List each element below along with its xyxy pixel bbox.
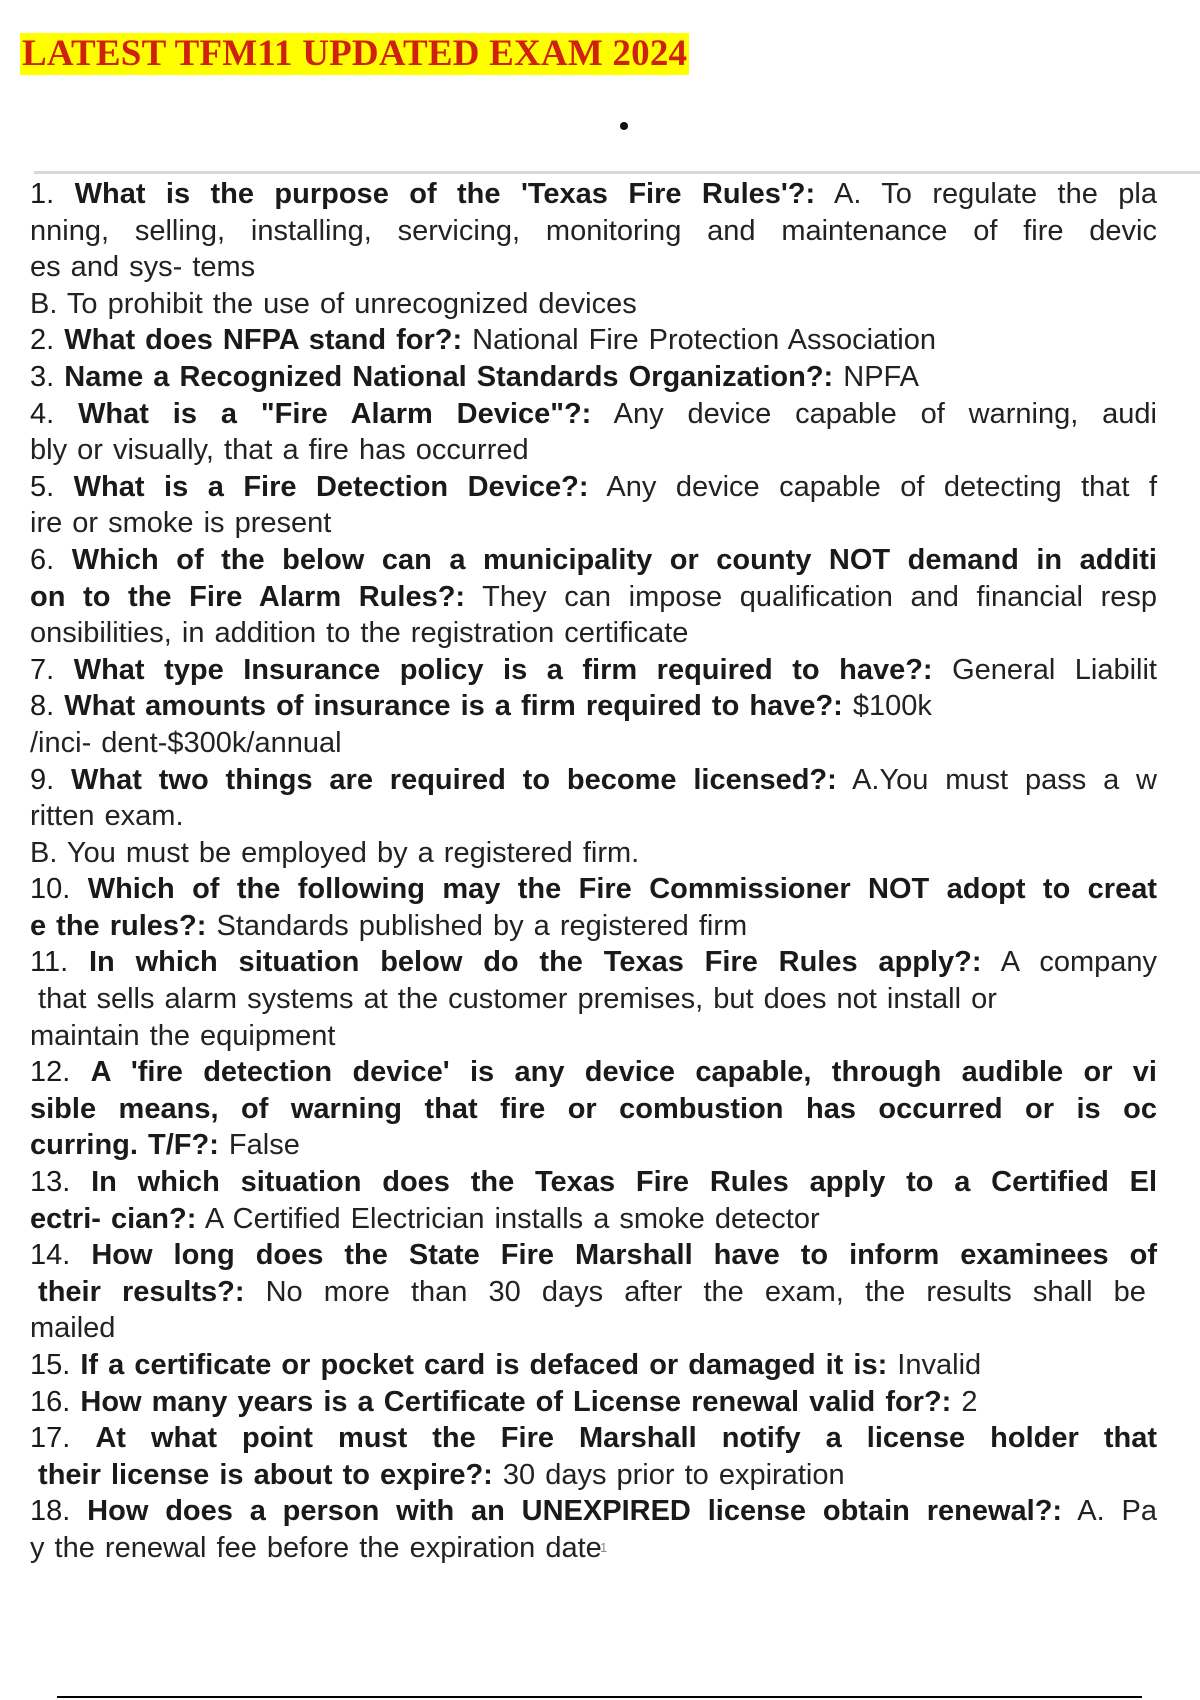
text-line [30, 579, 1160, 616]
page-number: 1 [600, 1540, 608, 1555]
text-line [30, 1493, 1160, 1530]
question-text: How does a person with an UNEXPIRED license obtain renewal?: [87, 1495, 1063, 1528]
answer-text: nning, selling, installing, servicing, monitoring and maintenance of fire devic [30, 214, 1157, 247]
text-line [30, 871, 1160, 908]
text-line [30, 1164, 1160, 1201]
text-line [30, 1127, 1160, 1164]
question-number: 11. [30, 946, 89, 979]
text-line [30, 981, 1160, 1018]
answer-text: onsibilities, in addition to the registration certificate [30, 617, 689, 650]
text-line [30, 1054, 1160, 1091]
answer-text: No more than 30 days after the exam, the results shall be [244, 1275, 1146, 1308]
question-text: their license is about to expire?: [30, 1458, 493, 1491]
question-text: At what point must the Fire Marshall notify a license holder that [95, 1422, 1157, 1455]
text-line [30, 1457, 1160, 1494]
answer-text: B. To prohibit the use of unrecognized devices [30, 287, 637, 320]
question-text: What is the purpose of the 'Texas Fire Rules'?: [74, 178, 816, 210]
text-line [30, 944, 1160, 981]
text-line [30, 176, 1160, 213]
question-number: 18. [30, 1495, 88, 1528]
text-line [30, 542, 1160, 579]
question-text: Which of the following may the Fire Commissioner NOT adopt to creat [87, 873, 1157, 906]
question-number: 16. [30, 1385, 81, 1418]
question-text: What is a Fire Detection Device?: [73, 470, 589, 503]
answer-text: B. You must be employed by a registered firm. [30, 836, 640, 869]
question-number: 4. [30, 397, 79, 430]
text-line [30, 1018, 1160, 1055]
text-line [30, 652, 1160, 689]
question-number: 1. [30, 178, 75, 210]
text-line [30, 469, 1160, 506]
question-text: A 'fire detection device' is any device capable, through audible or vi [90, 1056, 1157, 1089]
answer-text: National Fire Protection Association [462, 324, 936, 357]
answer-text: ire or smoke is present [30, 507, 332, 540]
answer-text: NPFA [833, 360, 920, 393]
footer-divider [57, 1696, 1142, 1698]
text-line [30, 1420, 1160, 1457]
question-number: 3. [30, 360, 65, 393]
question-text: What amounts of insurance is a firm required to have?: [64, 690, 843, 723]
question-number: 6. [30, 543, 72, 576]
question-number: 17. [30, 1422, 96, 1455]
answer-text: 30 days prior to expiration [492, 1458, 845, 1491]
answer-text: Any device capable of warning, audi [591, 397, 1157, 430]
answer-text: y the renewal fee before the expiration date [30, 1531, 602, 1564]
question-number: 5. [30, 470, 74, 503]
text-line [30, 359, 1160, 396]
text-line [30, 213, 1160, 250]
question-number: 2. [30, 324, 65, 357]
bullet-dot [620, 122, 628, 130]
text-line [30, 1091, 1160, 1128]
question-text: How long does the State Fire Marshall have to inform examinees of [91, 1239, 1157, 1272]
question-text: on to the Fire Alarm Rules?: [30, 580, 466, 613]
answer-text: False [218, 1129, 300, 1162]
text-line [30, 908, 1160, 945]
answer-text: that sells alarm systems at the customer premises, but does not install or [30, 983, 997, 1016]
question-text: sible means, of warning that fire or combustion has occurred or is oc [30, 1092, 1157, 1125]
answer-text: A. Pa [1062, 1495, 1157, 1528]
question-number: 10. [30, 873, 88, 906]
answer-text: /inci- dent-$300k/annual [30, 726, 342, 759]
answer-text: ritten exam. [30, 800, 184, 833]
answer-text: A Certified Electrician installs a smoke detector [196, 1202, 820, 1235]
question-text: ectri- cian?: [30, 1202, 197, 1235]
question-text: In which situation does the Texas Fire Rules apply to a Certified El [91, 1166, 1157, 1199]
answer-text: A company [981, 946, 1158, 979]
question-number: 14. [30, 1239, 92, 1272]
text-line [30, 762, 1160, 799]
answer-text: They can impose qualification and financial resp [465, 580, 1157, 613]
text-line [30, 1274, 1160, 1311]
question-number: 7. [30, 653, 74, 686]
text-line [30, 1384, 1160, 1421]
answer-text: 2 [951, 1385, 978, 1418]
question-text: How many years is a Certificate of License renewal valid for?: [80, 1385, 952, 1418]
text-line [30, 835, 1160, 872]
answer-text: es and sys- tems [30, 251, 256, 284]
document-title: LATEST TFM11 UPDATED EXAM 2024 [22, 33, 688, 74]
question-text: If a certificate or pocket card is defaced or damaged it is: [80, 1349, 888, 1381]
question-text: Name a Recognized National Standards Organization?: [64, 360, 834, 393]
question-text: curring. T/F?: [30, 1129, 219, 1162]
question-number: 8. [30, 690, 65, 723]
answer-text: maintain the equipment [30, 1019, 336, 1052]
question-text: Which of the below can a municipality or county NOT demand in additi [71, 543, 1157, 576]
text-line [30, 249, 1160, 286]
answer-text: bly or visually, that a fire has occurred [30, 434, 529, 467]
answer-text: Standards published by a registered firm [206, 909, 748, 942]
question-text: In which situation below do the Texas Fire Rules apply?: [88, 946, 982, 979]
answer-text: Invalid [887, 1349, 982, 1381]
text-line [30, 286, 1160, 323]
question-number: 15. [30, 1349, 81, 1381]
header-divider [34, 171, 1200, 174]
question-number: 12. [30, 1056, 91, 1089]
text-line [30, 1237, 1160, 1274]
text-line [30, 505, 1160, 542]
question-text: e the rules?: [30, 909, 207, 942]
text-line [30, 432, 1160, 469]
text-line [30, 1310, 1160, 1347]
answer-text: A.You must pass a w [836, 763, 1158, 796]
question-text: What is a "Fire Alarm Device"?: [78, 397, 592, 430]
text-line [30, 1201, 1160, 1238]
answer-text: General Liabilit [932, 653, 1157, 686]
answer-text: A. To regulate the pla [815, 178, 1157, 210]
text-line [30, 725, 1160, 762]
text-line [30, 688, 1160, 725]
answer-text: $100k [842, 690, 932, 723]
answer-text: Any device capable of detecting that f [588, 470, 1158, 503]
text-line [30, 322, 1160, 359]
text-line [30, 1530, 1160, 1567]
question-list [30, 176, 1160, 1567]
question-number: 13. [30, 1166, 92, 1199]
text-line [30, 615, 1160, 652]
text-line [30, 798, 1160, 835]
question-text: What does NFPA stand for?: [64, 324, 463, 357]
question-text: What two things are required to become licensed?: [71, 763, 837, 796]
question-number: 9. [30, 763, 72, 796]
text-line [30, 1347, 1160, 1384]
text-line [30, 396, 1160, 433]
question-text: What type Insurance policy is a firm required to have?: [73, 653, 933, 686]
question-text: their results?: [30, 1275, 245, 1308]
answer-text: mailed [30, 1312, 116, 1345]
